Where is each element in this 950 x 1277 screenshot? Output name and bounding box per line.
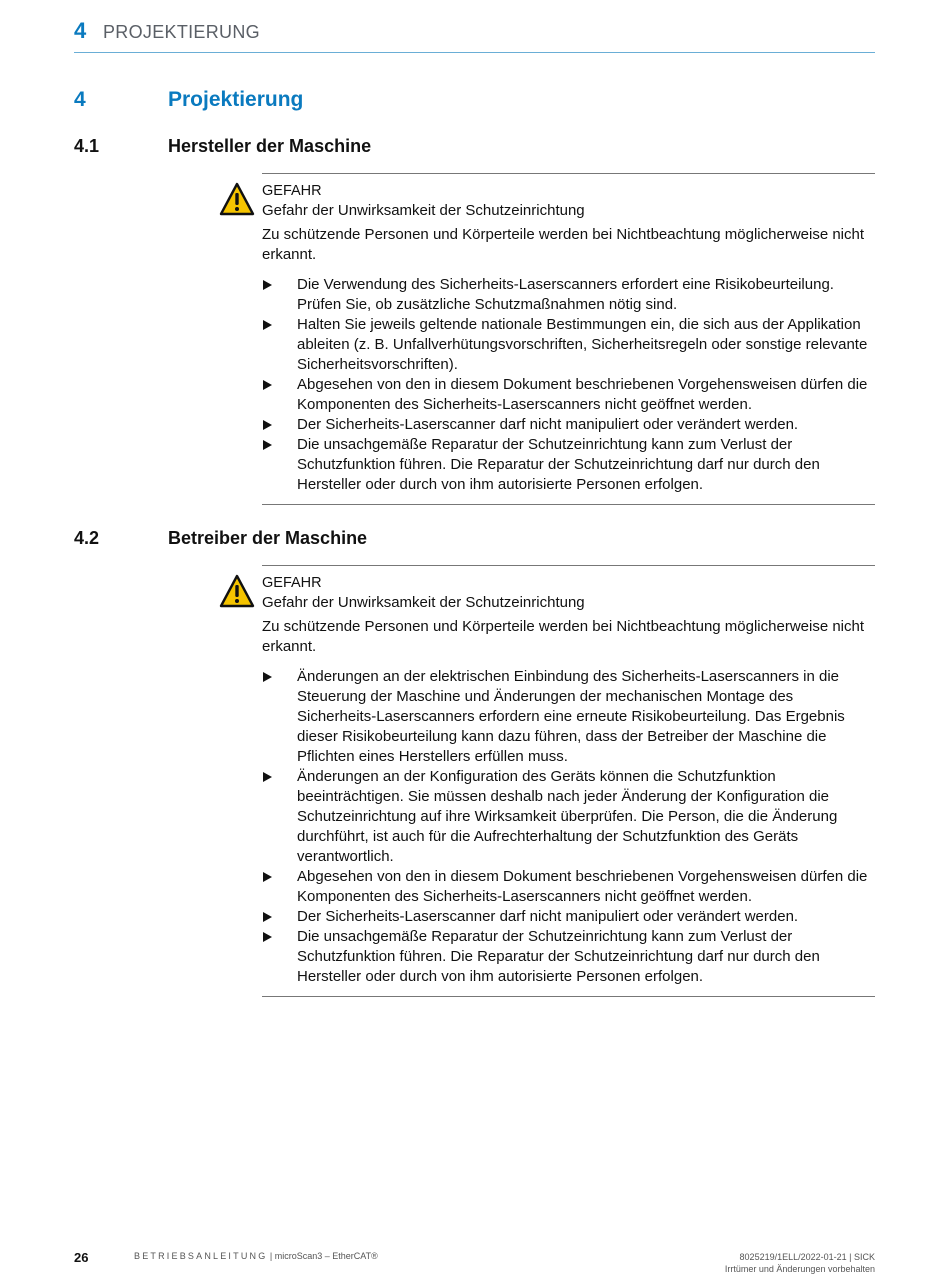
section-number: 4.2 [74,528,100,548]
section-heading [74,136,875,160]
list-item: Die unsachgemäße Reparatur der Schutzeinrichtung kann zum Verlust der Schutzfunktion führen. Die Reparatur der Schutzeinrichtung darf nur durch den Hersteller oder durch von ihm autorisierte Personen erfolgen. [262,927,875,987]
hazard-description: Gefahr der Unwirksamkeit der Schutzeinrichtung [262,594,585,611]
danger-warning-box [262,565,875,997]
list-item: Halten Sie jeweils geltende nationale Bestimmungen ein, die sich aus der Applikation ableiten (z. B. Unfallverhütungsvorschriften, Sicherheitsregeln oder sonstige relevante Sicherheitsvorschriften). [262,315,875,375]
chapter-title: Projektierung [168,88,304,111]
warning-triangle-icon [219,574,255,608]
list-item: Änderungen an der Konfiguration des Geräts können die Schutzfunktion beeinträchtigen. Sie müssen deshalb nach jeder Änderung der Konfiguration die Schutzeinrichtung auf ihre Wirksamkeit überprüfen. Die Person, die die Änderung durchführt, ist auch für die Aufrechterhaltung der Schutzfunktion des Geräts verantwortlich. [262,767,875,867]
list-item: Änderungen an der elektrischen Einbindung des Sicherheits-Laserscanners in die Steuerung der Maschine und Änderungen der mechanischen Montage des Sicherheits-Laserscanners erfordern eine erneute Risikobeurteilung. Das Ergebnis dieser Risikobeurteilung kann dazu führen, dass der Betreiber der Maschine die Pflichten eines Herstellers erfüllen muss. [262,667,875,767]
measures-list [262,275,875,495]
chapter-number: 4 [74,88,86,111]
footer-right [725,1251,875,1275]
chapter-heading [74,88,875,116]
hazard-consequence: Zu schützende Personen und Körperteile werden bei Nichtbeachtung möglicherweise nicht erkannt. [262,226,865,263]
header-chapter-title: PROJEKTIERUNG [103,22,260,42]
signal-word: GEFAHR [262,575,322,591]
document-type: BETRIEBSANLEITUNG [134,1251,268,1261]
danger-warning-box [262,173,875,505]
running-header [74,16,875,53]
warning-triangle-icon [219,182,255,216]
measures-list [262,667,875,987]
list-item: Abgesehen von den in diesem Dokument beschriebenen Vorgehensweisen dürfen die Komponenten des Sicherheits-Laserscanners nicht geöffnet werden. [262,867,875,907]
disclaimer: Irrtümer und Änderungen vorbehalten [724,1264,875,1274]
product-name: microScan3 – EtherCAT® [274,1251,378,1261]
list-item: Die unsachgemäße Reparatur der Schutzeinrichtung kann zum Verlust der Schutzfunktion führen. Die Reparatur der Schutzeinrichtung darf nur durch den Hersteller oder durch von ihm autorisierte Personen erfolgen. [262,435,875,495]
list-item: Abgesehen von den in diesem Dokument beschriebenen Vorgehensweisen dürfen die Komponenten des Sicherheits-Laserscanners nicht geöffnet werden. [262,375,875,415]
hazard-description: Gefahr der Unwirksamkeit der Schutzeinrichtung [262,202,585,219]
section-title: Hersteller der Maschine [168,136,372,156]
list-item: Der Sicherheits-Laserscanner darf nicht manipuliert oder verändert werden. [262,907,875,927]
signal-word: GEFAHR [262,183,322,199]
hazard-consequence: Zu schützende Personen und Körperteile werden bei Nichtbeachtung möglicherweise nicht erkannt. [262,618,865,655]
list-item: Der Sicherheits-Laserscanner darf nicht manipuliert oder verändert werden. [262,415,875,435]
list-item: Die Verwendung des Sicherheits-Laserscanners erfordert eine Risikobeurteilung. Prüfen Sie, ob zusätzliche Schutzmaßnahmen nötig sind. [262,275,875,315]
header-chapter-number: 4 [74,18,87,43]
section-title: Betreiber der Maschine [168,528,368,548]
document-id: 8025219/1ELL/2022-01-21 | SICK [739,1252,875,1262]
section-heading [74,528,875,552]
section-number: 4.1 [74,136,100,156]
footer-document-title: BETRIEBSANLEITUNG | microScan3 – EtherCAT® [134,1251,378,1261]
page-number: 26 [74,1250,89,1265]
